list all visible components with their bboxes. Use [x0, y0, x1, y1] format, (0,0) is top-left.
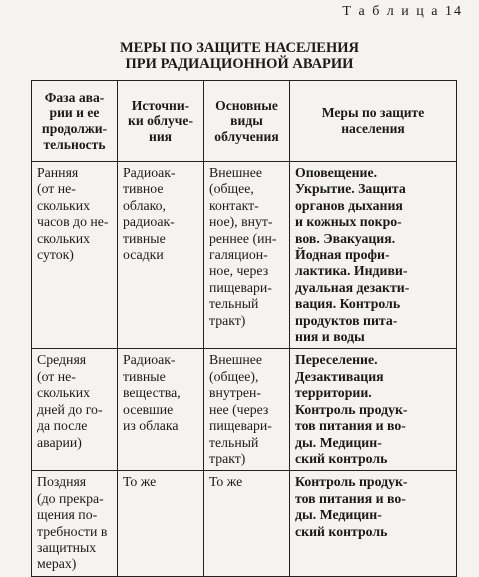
- cell-text-line: щения по-: [37, 507, 98, 523]
- cell-text-line: осевшие: [123, 401, 174, 417]
- cell-text-line: облако,: [123, 197, 166, 213]
- cell-text-line: да после: [37, 418, 88, 434]
- header-measures: [290, 81, 457, 162]
- cell-text-line: Контроль продук-: [295, 401, 408, 417]
- cell-text-line: аварии): [37, 434, 82, 450]
- cell-text-line: скольких: [37, 385, 91, 401]
- cell-text-line: ды. Медицин-: [295, 434, 382, 450]
- cell-text-line: контакт-: [209, 197, 259, 213]
- cell-text-line: рии и ее: [49, 105, 100, 121]
- cell-text-line: продуктов пита-: [295, 312, 398, 328]
- cell-text-line: населения: [341, 121, 405, 136]
- measures-table: [31, 80, 457, 577]
- cell-text-line: тельность: [43, 136, 106, 152]
- header-phase: [32, 81, 118, 162]
- cell-sources: [118, 162, 204, 349]
- cell-text-line: Йодная профи-: [295, 247, 390, 263]
- cell-text-line: часов до не-: [37, 214, 109, 230]
- cell-text-line: пищевари-: [209, 418, 272, 434]
- cell-text-line: Переселение.: [295, 352, 378, 368]
- cell-text-line: территории.: [295, 385, 372, 401]
- cell-text-line: вов. Эвакуация.: [295, 230, 396, 246]
- cell-text-line: ский контроль: [295, 450, 388, 466]
- cell-text-line: ский контроль: [295, 523, 388, 539]
- cell-text-line: радиоак-: [123, 214, 175, 230]
- cell-text-line: ки облуче-: [128, 113, 193, 129]
- cell-text-line: защитных: [37, 539, 97, 555]
- cell-text-line: и кожных покро-: [295, 214, 402, 230]
- cell-text-line: вещества,: [123, 385, 181, 401]
- page-title: [0, 40, 479, 72]
- cell-text-line: тивные: [123, 368, 166, 384]
- cell-text-line: Оповещение.: [295, 165, 378, 180]
- table-header-row: [32, 81, 457, 162]
- cell-text-line: мерах): [37, 556, 77, 572]
- cell-text-line: То же: [123, 474, 157, 490]
- cell-exposure: [204, 349, 290, 471]
- cell-text-line: суток): [37, 247, 74, 263]
- cell-text-line: Контроль продук-: [295, 474, 408, 490]
- cell-text-line: Дезактивация: [295, 368, 384, 384]
- cell-text-line: Радиоак-: [123, 352, 176, 368]
- cell-text-line: дуальная дезакти-: [295, 279, 410, 295]
- cell-text-line: Радиоак-: [123, 165, 176, 180]
- cell-text-line: ния и воды: [295, 329, 365, 345]
- cell-text-line: тельный: [209, 434, 259, 450]
- cell-text-line: органов дыхания: [295, 197, 403, 213]
- cell-sources: [118, 471, 204, 576]
- cell-text-line: Источни-: [131, 97, 190, 113]
- cell-text-line: (до прекра-: [37, 490, 104, 506]
- table-row: [32, 471, 457, 576]
- cell-text-line: ния: [148, 128, 173, 144]
- cell-text-line: тивное: [123, 181, 164, 197]
- cell-text-line: требности в: [37, 523, 108, 539]
- cell-text-line: облучения: [214, 128, 279, 144]
- title-line: МЕРЫ ПО ЗАЩИТЕ НАСЕЛЕНИЯ: [119, 40, 360, 56]
- cell-text-line: из облака: [123, 418, 179, 434]
- cell-phase: [32, 162, 118, 349]
- header-exposure: [204, 81, 290, 162]
- cell-text-line: дней до го-: [37, 401, 103, 417]
- cell-text-line: тракт): [209, 312, 246, 328]
- cell-text-line: ное), внут-: [209, 214, 273, 230]
- cell-text-line: продолжи-: [41, 121, 108, 136]
- cell-sources: [118, 349, 204, 471]
- cell-text-line: Фаза ава-: [44, 89, 105, 105]
- cell-measures: [290, 471, 457, 576]
- table-row: [32, 162, 457, 349]
- cell-text-line: Укрытие. Защита: [295, 181, 406, 197]
- cell-phase: [32, 349, 118, 471]
- title-line: ПРИ РАДИАЦИОННОЙ АВАРИИ: [125, 56, 354, 72]
- cell-text-line: Средняя: [37, 352, 87, 368]
- cell-exposure: [204, 471, 290, 576]
- cell-phase: [32, 471, 118, 576]
- cell-text-line: ное, через: [209, 263, 269, 279]
- cell-text-line: тов питания и во-: [295, 418, 406, 434]
- cell-text-line: осадки: [123, 247, 164, 263]
- cell-text-line: лактика. Индиви-: [295, 263, 408, 279]
- cell-text-line: нее (через: [209, 401, 269, 417]
- cell-text-line: ды. Медицин-: [295, 507, 382, 523]
- cell-text-line: Ранняя: [37, 165, 79, 180]
- cell-text-line: скольких: [37, 230, 91, 246]
- cell-text-line: вация. Контроль: [295, 296, 401, 312]
- table-row: [32, 349, 457, 471]
- cell-measures: [290, 349, 457, 471]
- table-number: Т а б л и ц а 14: [342, 4, 463, 19]
- cell-text-line: Внешнее: [209, 165, 262, 180]
- header-sources: [118, 81, 204, 162]
- cell-text-line: галяцион-: [209, 247, 268, 263]
- cell-measures: [290, 162, 457, 349]
- cell-text-line: пищевари-: [209, 279, 272, 295]
- cell-text-line: виды: [230, 113, 263, 129]
- cell-text-line: Основные: [215, 97, 278, 113]
- cell-text-line: тивные: [123, 230, 166, 246]
- cell-text-line: То же: [209, 474, 243, 490]
- cell-exposure: [204, 162, 290, 349]
- cell-text-line: (общее),: [209, 368, 259, 384]
- cell-text-line: тракт): [209, 450, 246, 466]
- cell-text-line: (от не-: [37, 368, 76, 384]
- cell-text-line: внутрен-: [209, 385, 261, 401]
- cell-text-line: Внешнее: [209, 352, 262, 368]
- cell-text-line: реннее (ин-: [209, 230, 277, 246]
- cell-text-line: тов питания и во-: [295, 490, 406, 506]
- cell-text-line: (от не-: [37, 181, 76, 197]
- cell-text-line: Поздняя: [37, 474, 87, 490]
- cell-text-line: тельный: [209, 296, 259, 312]
- cell-text-line: скольких: [37, 197, 91, 213]
- cell-text-line: (общее,: [209, 181, 254, 197]
- cell-text-line: Меры по защите: [321, 105, 425, 121]
